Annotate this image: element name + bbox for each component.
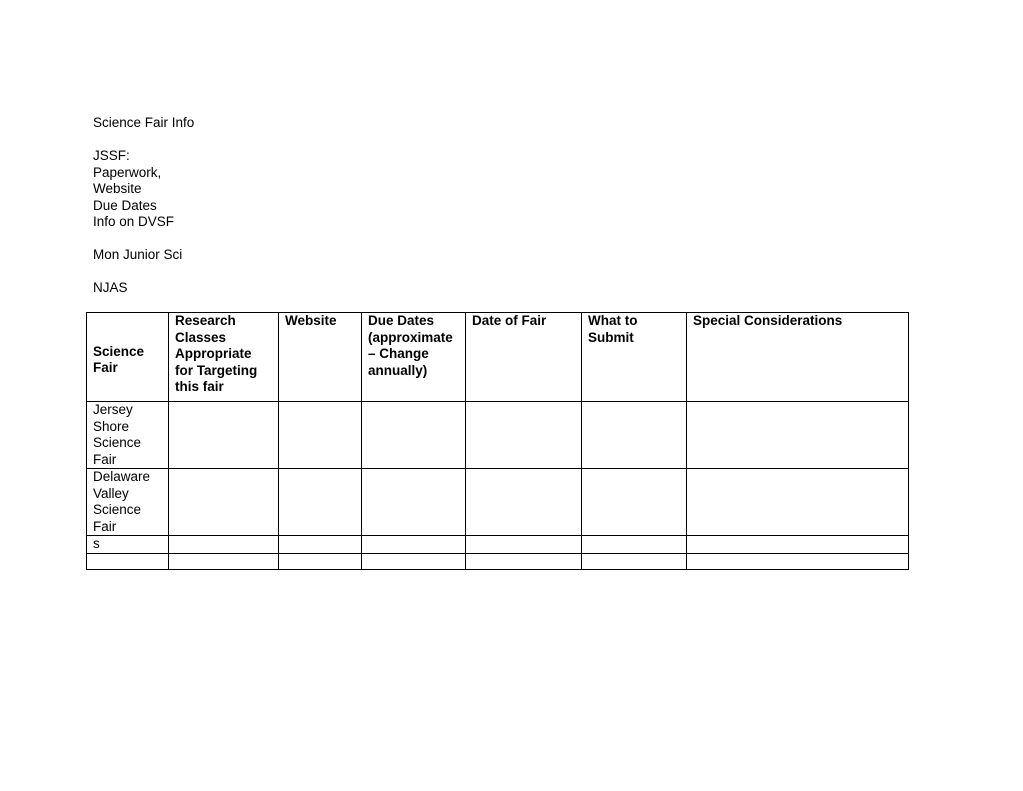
blank-line	[93, 231, 194, 248]
table-cell	[687, 553, 909, 569]
table-cell	[582, 469, 687, 536]
jssf-item: Website	[93, 181, 142, 196]
column-header-website: Website	[279, 313, 362, 402]
table-cell	[362, 402, 466, 469]
table-cell	[362, 469, 466, 536]
table-cell	[279, 402, 362, 469]
page-title: Science Fair Info	[93, 115, 195, 130]
table-row	[87, 469, 909, 536]
njas-note: NJAS	[93, 280, 128, 295]
column-header-special-considerations: Special Considerations	[687, 313, 909, 402]
table-cell	[687, 402, 909, 469]
jssf-item: Info on DVSF	[93, 214, 175, 229]
table-cell	[687, 469, 909, 536]
blank-line	[93, 132, 194, 149]
jssf-item: Due Dates	[93, 197, 157, 213]
intro-notes	[93, 115, 194, 297]
table-cell	[169, 469, 279, 536]
table-cell	[466, 402, 582, 469]
table-cell	[279, 469, 362, 536]
table-cell	[279, 553, 362, 569]
table-cell: s	[87, 536, 169, 554]
column-header-what-to-submit: What to Submit	[582, 313, 687, 402]
blank-line	[93, 264, 194, 281]
table-cell	[687, 536, 909, 554]
column-header-research-classes: Research Classes Appropriate for Targeting this fair	[169, 313, 279, 402]
table-row	[87, 553, 909, 569]
mon-junior-sci-note: Mon Junior Sci	[93, 247, 183, 262]
science-fair-table	[86, 312, 909, 570]
table-cell	[582, 402, 687, 469]
table-cell	[169, 536, 279, 554]
table-cell	[362, 536, 466, 554]
column-header-due-dates: Due Dates (approximate – Change annually)	[362, 313, 466, 402]
table-row	[87, 402, 909, 469]
column-header-science-fair: Science Fair	[87, 313, 169, 402]
table-cell	[362, 553, 466, 569]
table-cell	[466, 469, 582, 536]
table-cell	[279, 536, 362, 554]
jssf-item: Paperwork,	[93, 164, 162, 180]
table-cell	[466, 536, 582, 554]
table-cell	[582, 553, 687, 569]
table-cell: Jersey Shore Science Fair	[87, 402, 169, 469]
table-cell	[87, 553, 169, 569]
table-cell	[466, 553, 582, 569]
table-cell	[169, 402, 279, 469]
column-header-date-of-fair: Date of Fair	[466, 313, 582, 402]
table-row	[87, 536, 909, 554]
table-header-row	[87, 313, 909, 402]
table-cell: Delaware Valley Science Fair	[87, 469, 169, 536]
table-cell	[169, 553, 279, 569]
table-cell	[582, 536, 687, 554]
jssf-heading: JSSF:	[93, 148, 130, 163]
